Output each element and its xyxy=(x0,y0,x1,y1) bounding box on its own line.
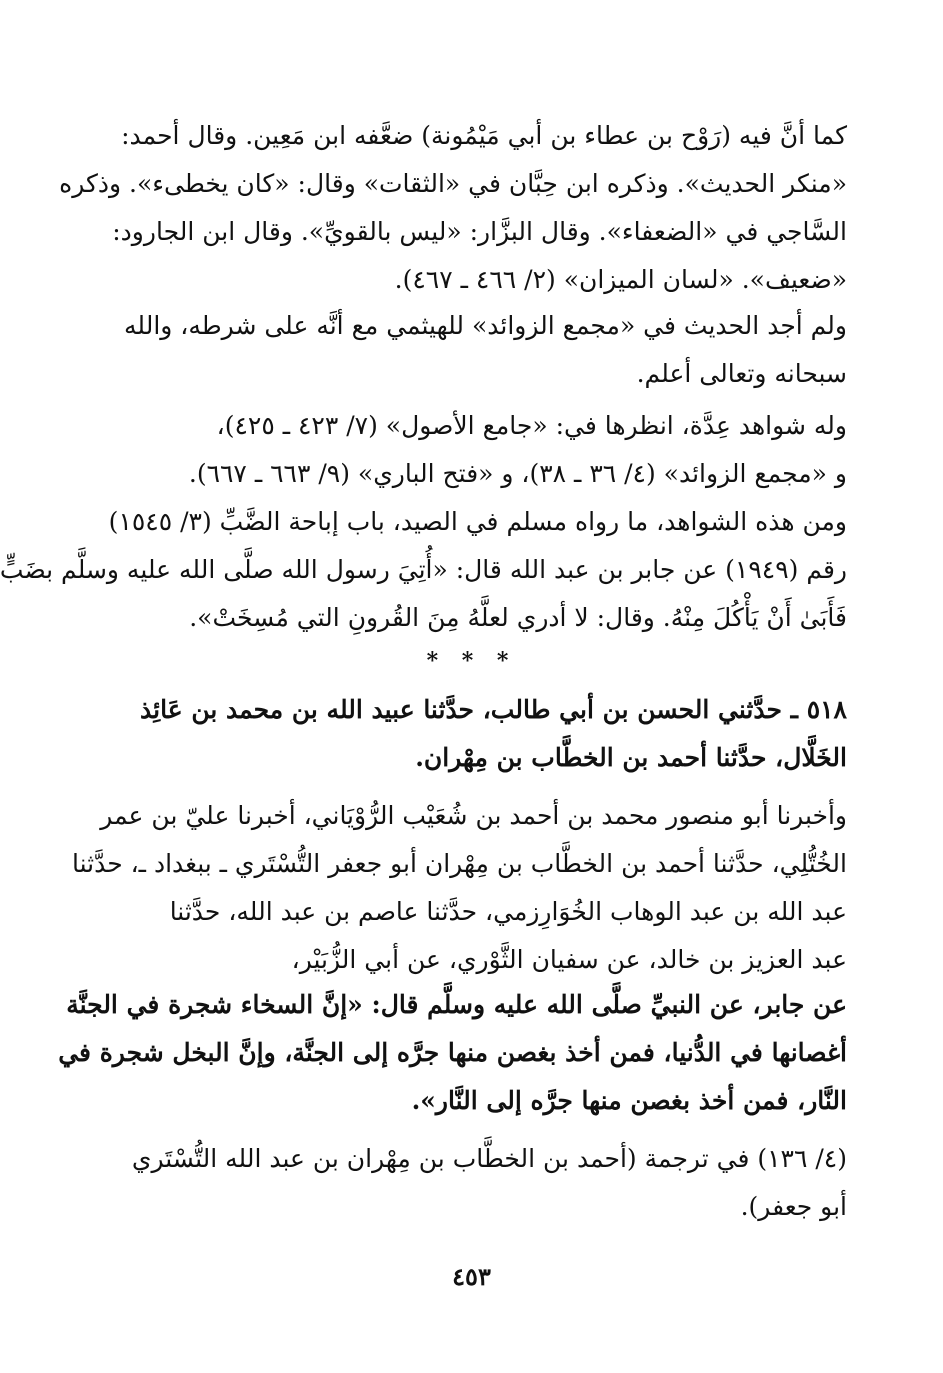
page-number: ٤٥٣ xyxy=(452,1262,491,1291)
hadith-isnad-first xyxy=(95,686,847,782)
text-line: عن جابر، عن النبيِّ صلَّى الله عليه وسلَّم قال: «إنَّ السخاء شجرة في الجنَّة xyxy=(66,990,847,1019)
section-separator: * * * xyxy=(426,648,517,674)
text-line: الخُتُّلِي، حدَّثنا أحمد بن الخطَّاب بن مِهْران أبو جعفر التُّسْتَري ـ ببغداد ـ، حدَّثنا xyxy=(71,849,847,878)
hadith-source-reference xyxy=(95,1135,847,1231)
hadith-matn xyxy=(58,981,847,1125)
paragraph-muslim-narration xyxy=(0,498,847,642)
text-line: رقم (١٩٤٩) عن جابر بن عبد الله قال: «أُتِيَ رسول الله صلَّى الله عليه وسلَّم بضَبٍّ xyxy=(0,555,847,584)
text-line: «ضعيف». «لسان الميزان» (٢/ ٤٦٦ ـ ٤٦٧). xyxy=(394,265,847,294)
text-line: الخَلَّال، حدَّثنا أحمد بن الخطَّاب بن مِهْران. xyxy=(415,743,847,772)
paragraph-zawaid-note xyxy=(95,302,847,398)
text-line: فَأَبَىٰ أَنْ يَأْكُلَ مِنْهُ. وقال: لا أدري لعلَّهُ مِنَ القُرونِ التي مُسِخَتْ». xyxy=(189,603,847,632)
text-line: ومن هذه الشواهد، ما رواه مسلم في الصيد، باب إباحة الضَّبِّ (٣/ ١٥٤٥) xyxy=(108,507,847,536)
text-line: أبو جعفر). xyxy=(740,1192,847,1221)
text-line: وله شواهد عِدَّة، انظرها في: «جامع الأصول» (٧/ ٤٢٣ ـ ٤٢٥)، xyxy=(216,411,847,440)
paragraph-supporting-narrations xyxy=(95,402,847,498)
hadith-isnad-second xyxy=(71,792,847,984)
text-line: أغصانها في الدُّنيا، فمن أخذ بغصن منها جرَّه إلى الجنَّة، وإنَّ البخل شجرة في xyxy=(58,1038,847,1067)
paragraph-narrator-criticism xyxy=(59,112,847,304)
text-line: ٥١٨ ـ حدَّثني الحسن بن أبي طالب، حدَّثنا عبيد الله بن محمد بن عَائِذ xyxy=(140,695,847,724)
text-line: عبد العزيز بن خالد، عن سفيان الثَّوْري، عن أبي الزُّبَيْر، xyxy=(291,945,847,974)
text-line: النَّار، فمن أخذ بغصن منها جرَّه إلى النَّار». xyxy=(411,1086,847,1115)
text-line: سبحانه وتعالى أعلم. xyxy=(636,359,847,388)
text-line: و «مجمع الزوائد» (٤/ ٣٦ ـ ٣٨)، و «فتح الباري» (٩/ ٦٦٣ ـ ٦٦٧). xyxy=(188,459,847,488)
text-line: (٤/ ١٣٦) في ترجمة (أحمد بن الخطَّاب بن مِهْران بن عبد الله التُّسْتَري xyxy=(131,1144,847,1173)
text-line: عبد الله بن عبد الوهاب الخُوَارِزمي، حدَّثنا عاصم بن عبد الله، حدَّثنا xyxy=(169,897,847,926)
text-line: وأخبرنا أبو منصور محمد بن أحمد بن شُعَيْب الرُّوْيَاني، أخبرنا عليّ بن عمر xyxy=(100,801,847,830)
text-line: السَّاجي في «الضعفاء». وقال البزَّار: «ليس بالقويِّ». وقال ابن الجارود: xyxy=(112,217,847,246)
text-line: ولم أجد الحديث في «مجمع الزوائد» للهيثمي مع أنَّه على شرطه، والله xyxy=(124,311,847,340)
text-line: «منكر الحديث». وذكره ابن حِبَّان في «الثقات» وقال: «كان يخطىء». وذكره xyxy=(59,169,847,198)
text-line: كما أنَّ فيه (رَوْح بن عطاء بن أبي مَيْمُونة) ضعَّفه ابن مَعِين. وقال أحمد: xyxy=(121,121,847,150)
